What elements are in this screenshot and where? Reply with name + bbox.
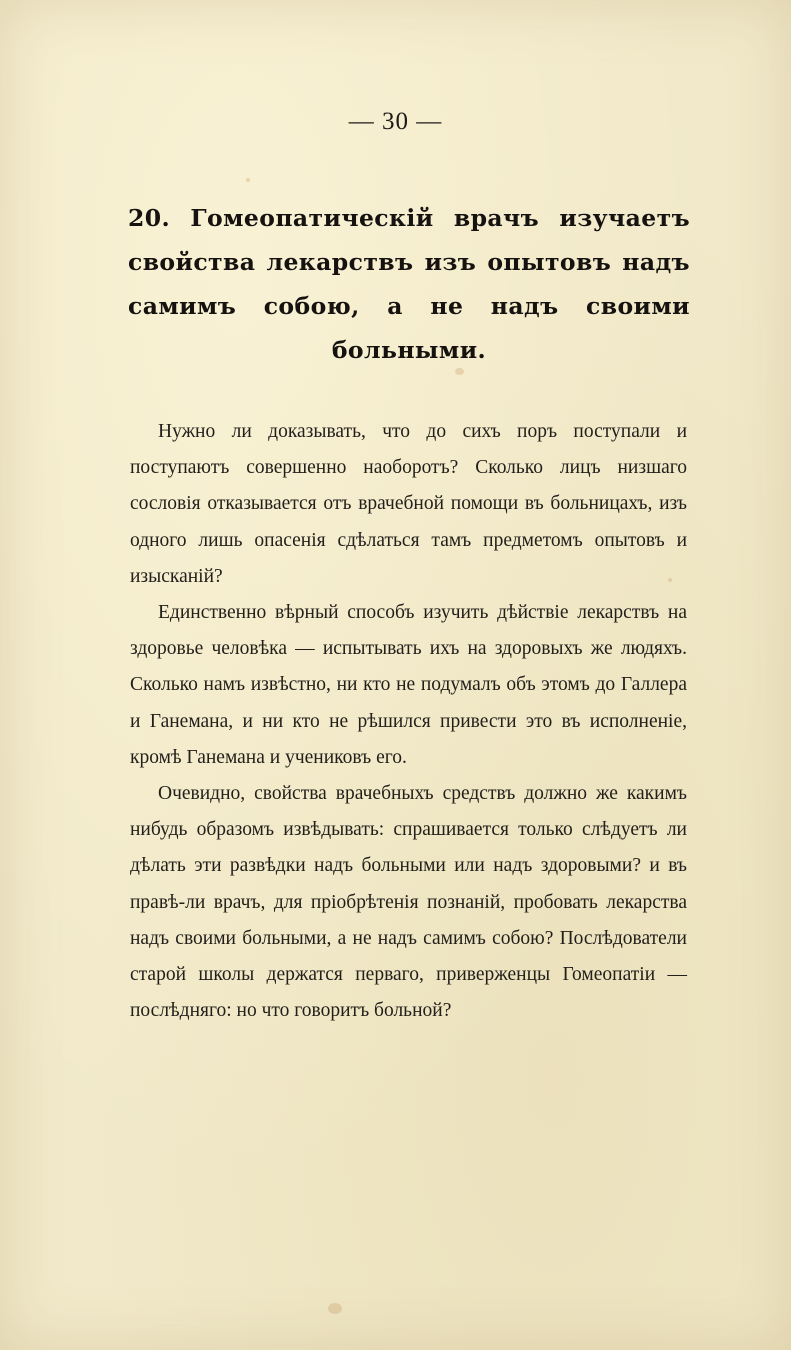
section-heading: 20. Гомеопатическій врачъ изучаетъ свойства лекарствъ изъ опытовъ надъ самимъ собою, а не надъ своими больными.	[128, 204, 690, 364]
paragraph: Нужно ли доказывать, что до сихъ поръ поступали и поступаютъ совершенно наоборотъ? Сколько лицъ низшаго сословія отказывается отъ врачебной помощи въ больницахъ, изъ одного лишь опасенія сдѣлаться тамъ предметомъ опытовъ и изысканій?	[130, 421, 687, 587]
paragraph: Единственно вѣрный способъ изучить дѣйствіе лекарствъ на здоровье человѣка — испытывать ихъ на здоровыхъ же людяхъ. Сколько намъ извѣстно, ни кто не подумалъ объ этомъ до Галлера и Ганемана, и ни кто не рѣшился привести это въ исполненіе, кромѣ Ганемана и учениковъ его.	[130, 602, 687, 768]
body-text	[130, 414, 687, 1029]
paper-stain	[246, 178, 250, 182]
page-number: — 30 —	[348, 108, 443, 135]
paragraph: Очевидно, свойства врачебныхъ средствъ должно же какимъ нибудь образомъ извѣдывать: спрашивается только слѣдуетъ ли дѣлать эти развѣдки надъ больными или надъ здоровыми? и въ правѣ-ли врачъ, для пріобрѣтенія познаній, пробовать лекарства надъ своими больными, а не надъ самимъ собою? Послѣдователи старой школы держатся перваго, приверженцы Гомеопатіи — послѣдняго: но что говоритъ больной?	[130, 783, 687, 1022]
paper-stain	[328, 1303, 342, 1314]
